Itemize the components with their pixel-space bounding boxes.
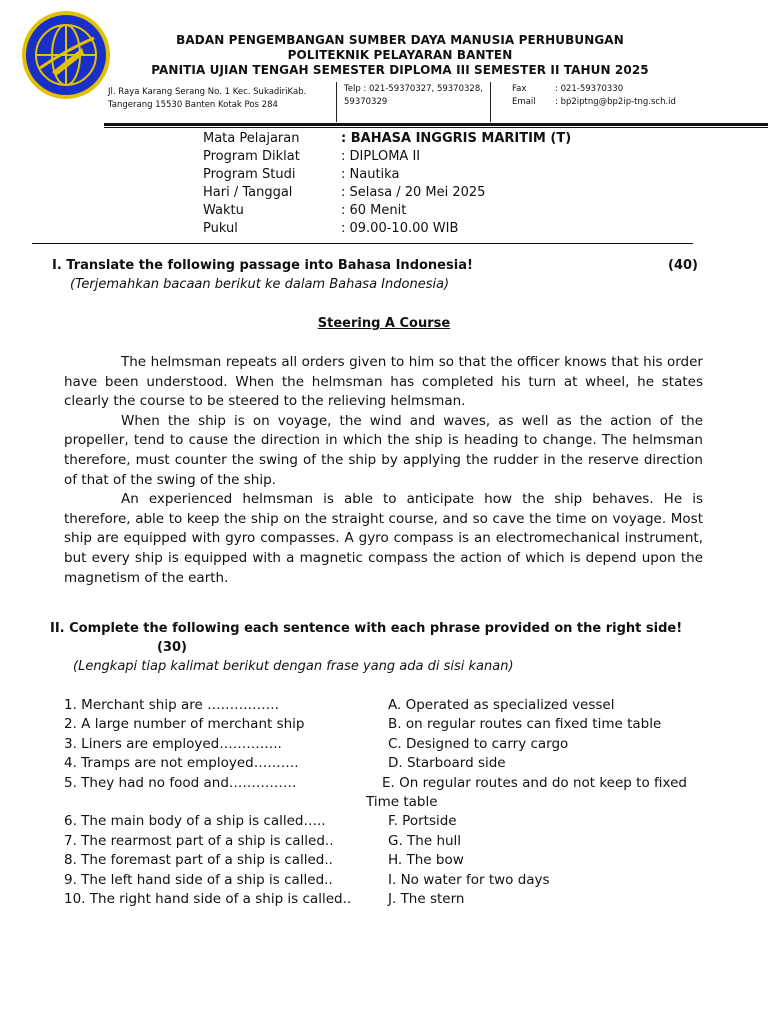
passage-title: Steering A Course [317,316,451,331]
option-item: G. The hull [388,832,462,849]
header-rule [104,127,768,128]
option-item: C. Designed to carry cargo [388,735,569,752]
address-line-1: Jl. Raya Karang Serang No. 1 Kec. SukadiriKab. [108,87,307,97]
question-item: 1. Merchant ship are ……………. [64,697,279,713]
info-separator [32,243,693,244]
email-value: : bp2iptng@bp2ip-tng.sch.id [555,97,676,107]
option-item: E. On regular routes and do not keep to fixed [382,774,687,791]
header-rule [104,123,768,126]
exam-info-row: Hari / Tanggal : Selasa / 20 Mei 2025 [203,185,486,200]
exam-info-row: Waktu : 60 Menit [203,203,407,218]
section1-points: (40) [668,258,698,273]
header-line-1: BADAN PENGEMBANGAN SUMBER DAYA MANUSIA PERHUBUNGAN [176,33,624,47]
exam-info-row: Pukul : 09.00-10.00 WIB [203,221,459,236]
question-item [64,793,351,812]
question-item: 8. The foremast part of a ship is called.. [64,852,333,869]
option-item: H. The bow [388,852,464,869]
passage-paragraph: An experienced helmsman is able to anticipate how the ship behaves. He is therefore, able to keep the ship on the straight course, and so cave the time on voyage. Most ship are equipped with gyro compasses. A gyro compass is an electromechanical instrument, but every ship is equipped with a magnetic compass the action of which is depend upon the magnetism of the earth. [64,491,703,586]
institution-logo [22,10,110,100]
exam-info-row: Program Diklat : DIPLOMA II [203,149,421,164]
option-list [366,696,687,909]
passage [64,353,703,588]
passage-paragraph: The helmsman repeats all orders given to him so that the officer knows that his order have been understood. When the helmsman has completed his turn at wheel, he states clearly the course to be steered to the relieving helmsman. [64,354,703,410]
exam-info-row: Program Studi : Nautika [203,167,400,182]
section1-subtitle: (Terjemahkan bacaan berikut ke dalam Bahasa Indonesia) [70,277,450,292]
address-line-2: Tangerang 15530 Banten Kotak Pos 284 [108,100,278,110]
exam-info [203,130,571,238]
telp-line-1: Telp : 021-59370327, 59370328, [344,84,483,94]
passage-paragraph: When the ship is on voyage, the wind and waves, as well as the action of the propeller, tend to cause the direction in which the ship is heading to change. The helmsman therefore, must counter the swing of the ship by applying the rudder in the reserve direction of that of the swing of the ship. [64,412,703,488]
fax-label: Fax [512,84,527,94]
section2-points: (30) [157,640,187,655]
option-item: F. Portside [388,813,457,830]
telp-line-2: 59370329 [344,97,388,107]
option-item: J. The stern [388,890,465,907]
option-item: B. on regular routes can fixed time table [388,716,662,733]
section2-subtitle: (Lengkapi tiap kalimat berikut dengan frase yang ada di sisi kanan) [73,659,514,674]
question-item: 6. The main body of a ship is called….. [64,813,326,830]
header-line-2: POLITEKNIK PELAYARAN BANTEN [287,48,513,62]
section1-title: I. Translate the following passage into Bahasa Indonesia! [52,258,473,273]
header-divider [336,82,337,122]
question-item: 5. They had no food and…………… [64,774,297,791]
option-item: I. No water for two days [388,871,550,888]
question-item: 4. Tramps are not employed………. [64,755,299,772]
option-item: A. Operated as specialized vessel [388,697,615,713]
option-item: Time table [366,793,438,810]
email-label: Email [512,97,536,107]
question-item: 7. The rearmost part of a ship is called.. [64,832,334,849]
header-divider [490,82,491,122]
header-line-3: PANITIA UJIAN TENGAH SEMESTER DIPLOMA III SEMESTER II TAHUN 2025 [151,63,649,77]
question-list [64,696,351,909]
question-item: 2. A large number of merchant ship [64,716,305,733]
question-item: 10. The right hand side of a ship is called.. [64,890,352,907]
option-item: D. Starboard side [388,755,506,772]
fax-value: : 021-59370330 [555,84,624,94]
question-item: 9. The left hand side of a ship is called.. [64,871,333,888]
question-item: 3. Liners are employed………….. [64,735,282,752]
section2-title: II. Complete the following each sentence with each phrase provided on the right side! [50,621,683,636]
exam-info-row: Mata Pelajaran : BAHASA INGGRIS MARITIM (T) [203,131,572,146]
